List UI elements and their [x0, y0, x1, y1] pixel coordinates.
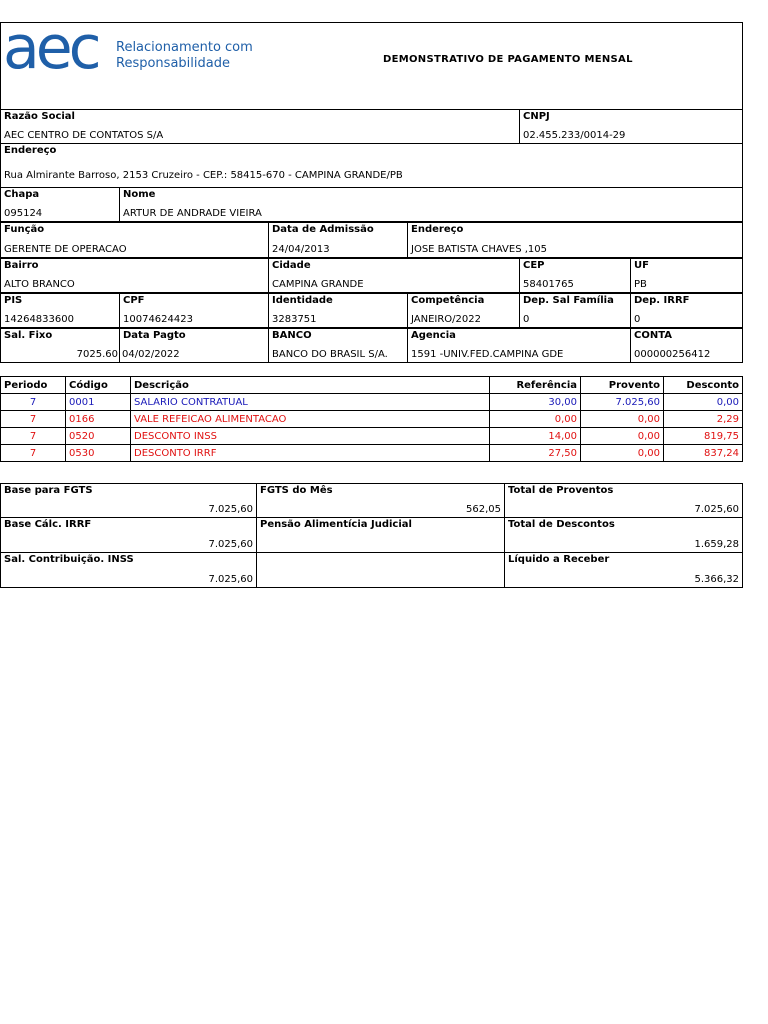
pensao-label: Pensão Alimentícia Judicial [260, 519, 412, 530]
base-irrf-value: 7.025,60 [208, 539, 253, 550]
base-fgts-value: 7.025,60 [208, 504, 253, 515]
fgts-mes-label: FGTS do Mês [260, 485, 333, 496]
company-address-label: Endereço [4, 145, 57, 156]
identidade-label: Identidade [272, 295, 333, 306]
table-row [1, 394, 743, 411]
dep-irrf-value: 0 [634, 314, 641, 325]
row-provento: 0,00 [581, 428, 664, 445]
base-fgts-label: Base para FGTS [4, 485, 93, 496]
banco-cell [268, 328, 408, 363]
col-codigo: Código [66, 377, 131, 394]
row-periodo: 7 [1, 445, 66, 462]
cep-value: 58401765 [523, 279, 574, 290]
col-descricao: Descrição [131, 377, 490, 394]
row-periodo: 7 [1, 411, 66, 428]
dep-sal-familia-cell [519, 293, 631, 328]
row-provento: 0,00 [581, 445, 664, 462]
pis-cell [0, 293, 120, 328]
cep-label: CEP [523, 260, 545, 271]
table-row [1, 428, 743, 445]
cidade-cell [268, 258, 520, 293]
base-irrf-label: Base Cálc. IRRF [4, 519, 92, 530]
row-periodo: 7 [1, 428, 66, 445]
conta-cell [630, 328, 743, 363]
cidade-label: Cidade [272, 260, 311, 271]
fgts-mes-value: 562,05 [466, 504, 501, 515]
admissao-cell [268, 222, 408, 258]
table-row [1, 445, 743, 462]
agencia-value: 1591 -UNIV.FED.CAMPINA GDE [411, 349, 564, 360]
conta-value: 000000256412 [634, 349, 711, 360]
row-codigo: 0001 [66, 394, 131, 411]
total-descontos-value: 1.659,28 [694, 539, 739, 550]
payroll-items-table [0, 376, 743, 462]
pis-value: 14264833600 [4, 314, 74, 325]
total-proventos-label: Total de Proventos [508, 485, 614, 496]
data-pagto-value: 04/02/2022 [122, 349, 180, 360]
cnpj-label: CNPJ [523, 111, 550, 122]
total-proventos-value: 7.025,60 [694, 504, 739, 515]
document-title: DEMONSTRATIVO DE PAGAMENTO MENSAL [383, 54, 633, 65]
logo-text: aec [3, 13, 98, 83]
row-desconto: 2,29 [664, 411, 743, 428]
dep-sal-familia-label: Dep. Sal Família [523, 295, 614, 306]
cpf-label: CPF [123, 295, 145, 306]
header-box [0, 13, 743, 110]
company-logo [3, 13, 111, 83]
row-codigo: 0166 [66, 411, 131, 428]
competencia-value: JANEIRO/2022 [411, 314, 481, 325]
conta-label: CONTA [634, 330, 672, 341]
agencia-label: Agencia [411, 330, 456, 341]
company-address-value: Rua Almirante Barroso, 2153 Cruzeiro - CEP.: 58415-670 - CAMPINA GRANDE/PB [4, 170, 403, 181]
sal-fixo-value: 7025.60 [76, 349, 118, 360]
items-header-row [1, 377, 743, 394]
cep-cell [519, 258, 631, 293]
col-periodo: Periodo [1, 377, 66, 394]
sal-inss-value: 7.025,60 [208, 574, 253, 585]
row-provento: 0,00 [581, 411, 664, 428]
banco-label: BANCO [272, 330, 312, 341]
bairro-label: Bairro [4, 260, 39, 271]
pis-label: PIS [4, 295, 23, 306]
row-referencia: 0,00 [490, 411, 581, 428]
liquido-value: 5.366,32 [694, 574, 739, 585]
banco-value: BANCO DO BRASIL S/A. [272, 349, 388, 360]
nome-value: ARTUR DE ANDRADE VIEIRA [123, 208, 262, 219]
competencia-cell [407, 293, 520, 328]
dep-irrf-cell [630, 293, 743, 328]
sal-fixo-cell [0, 328, 120, 363]
row-descricao: VALE REFEICAO ALIMENTACAO [131, 411, 490, 428]
cnpj-cell [519, 109, 743, 144]
row-desconto: 819,75 [664, 428, 743, 445]
uf-value: PB [634, 279, 647, 290]
base-fgts-cell [0, 483, 257, 518]
sal-inss-cell [0, 552, 257, 588]
razao-social-cell [0, 109, 520, 144]
funcao-value: GERENTE DE OPERACAO [4, 244, 127, 255]
liquido-cell [504, 552, 743, 588]
uf-cell [630, 258, 743, 293]
base-irrf-cell [0, 517, 257, 553]
col-provento: Provento [581, 377, 664, 394]
admissao-value: 24/04/2013 [272, 244, 330, 255]
employee-address-value: JOSE BATISTA CHAVES ,105 [411, 244, 548, 255]
row-referencia: 27,50 [490, 445, 581, 462]
uf-label: UF [634, 260, 649, 271]
row-periodo: 7 [1, 394, 66, 411]
chapa-cell [0, 187, 120, 222]
cpf-value: 10074624423 [123, 314, 193, 325]
company-address-cell [0, 143, 743, 188]
data-pagto-label: Data Pagto [123, 330, 186, 341]
dep-sal-familia-value: 0 [523, 314, 530, 325]
admissao-label: Data de Admissão [272, 224, 374, 235]
total-descontos-label: Total de Descontos [508, 519, 615, 530]
total-descontos-cell [504, 517, 743, 553]
tagline-line-1: Relacionamento com [116, 40, 253, 55]
razao-social-value: AEC CENTRO DE CONTATOS S/A [4, 130, 164, 141]
razao-social-label: Razão Social [4, 111, 75, 122]
chapa-value: 095124 [4, 208, 43, 219]
nome-cell [119, 187, 743, 222]
identidade-cell [268, 293, 408, 328]
row-desconto: 0,00 [664, 394, 743, 411]
dep-irrf-label: Dep. IRRF [634, 295, 690, 306]
chapa-label: Chapa [4, 189, 40, 200]
logo-tagline [116, 40, 253, 72]
col-desconto: Desconto [664, 377, 743, 394]
row-descricao: DESCONTO INSS [131, 428, 490, 445]
row-provento: 7.025,60 [581, 394, 664, 411]
funcao-label: Função [4, 224, 45, 235]
empty-cell [256, 552, 505, 588]
row-codigo: 0530 [66, 445, 131, 462]
row-desconto: 837,24 [664, 445, 743, 462]
data-pagto-cell [119, 328, 269, 363]
bairro-value: ALTO BRANCO [4, 279, 75, 290]
total-proventos-cell [504, 483, 743, 518]
fgts-mes-cell [256, 483, 505, 518]
employee-address-cell [407, 222, 743, 258]
identidade-value: 3283751 [272, 314, 317, 325]
employee-address-label: Endereço [411, 224, 464, 235]
row-codigo: 0520 [66, 428, 131, 445]
nome-label: Nome [123, 189, 156, 200]
tagline-line-2: Responsabilidade [116, 56, 230, 71]
sal-inss-label: Sal. Contribuição. INSS [4, 554, 134, 565]
row-referencia: 30,00 [490, 394, 581, 411]
cpf-cell [119, 293, 269, 328]
liquido-label: Líquido a Receber [508, 554, 610, 565]
sal-fixo-label: Sal. Fixo [4, 330, 53, 341]
row-descricao: SALARIO CONTRATUAL [131, 394, 490, 411]
row-referencia: 14,00 [490, 428, 581, 445]
pensao-cell [256, 517, 505, 553]
cnpj-value: 02.455.233/0014-29 [523, 130, 626, 141]
funcao-cell [0, 222, 269, 258]
table-row [1, 411, 743, 428]
agencia-cell [407, 328, 631, 363]
bairro-cell [0, 258, 269, 293]
competencia-label: Competência [411, 295, 485, 306]
col-referencia: Referência [490, 377, 581, 394]
cidade-value: CAMPINA GRANDE [272, 279, 364, 290]
row-descricao: DESCONTO IRRF [131, 445, 490, 462]
